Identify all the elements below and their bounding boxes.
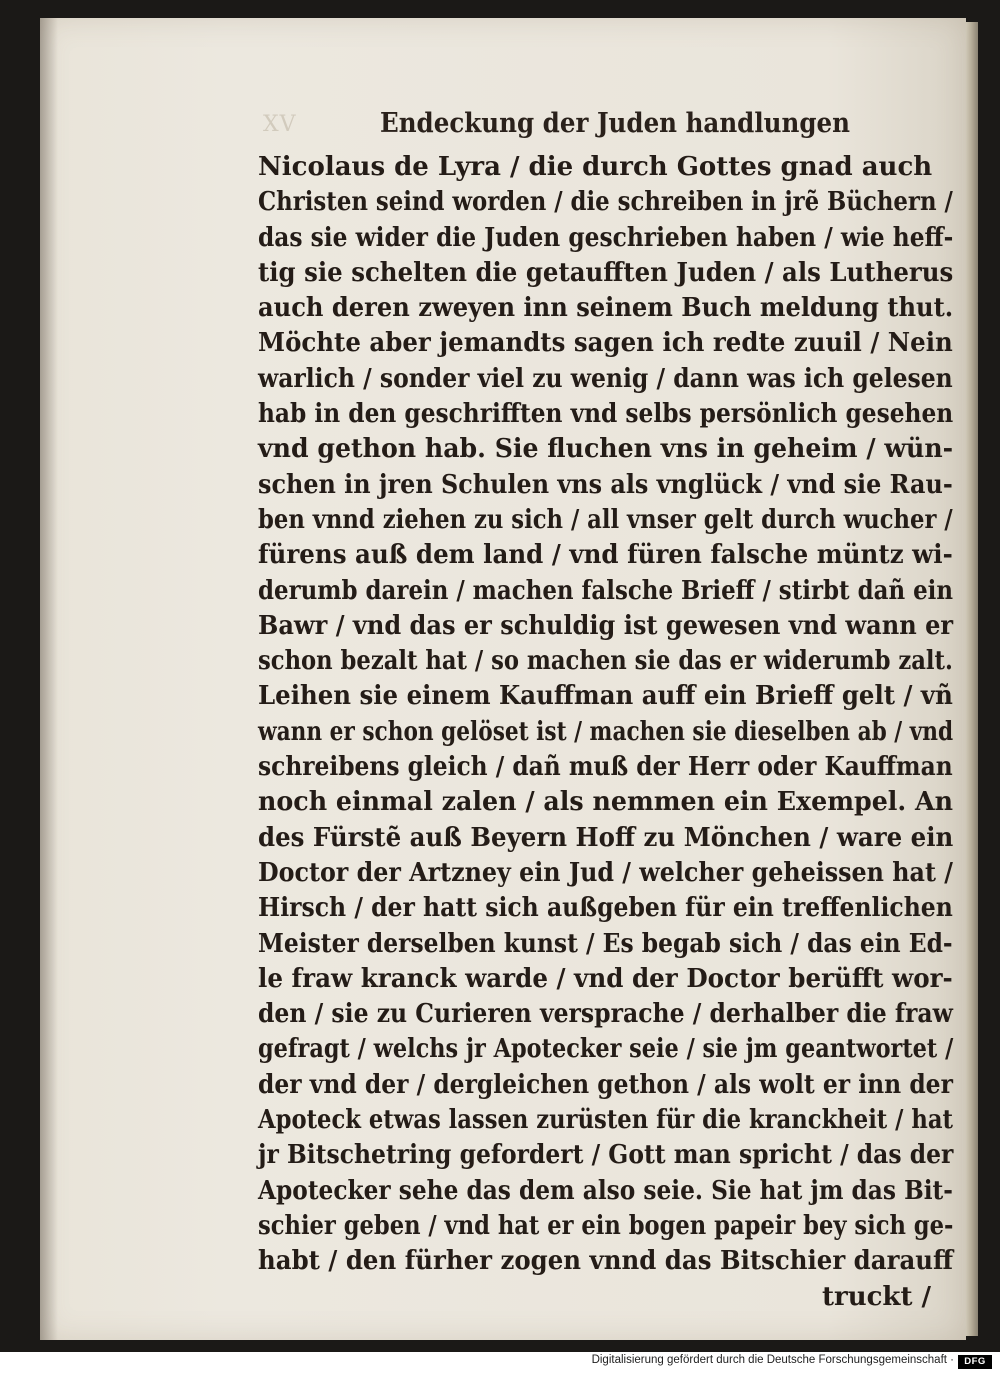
- footer-bar: [0, 1352, 1000, 1373]
- text-line: tig sie schelten die getaufften Juden / als Lutherus: [258, 257, 954, 288]
- text-line: schon bezalt hat / so machen sie das er widerumb zalt.: [258, 646, 953, 677]
- text-line: Apoteck etwas lassen zurüsten für die kranckheit / hat: [258, 1105, 953, 1136]
- text-line: das sie wider die Juden geschrieben haben / wie heff-: [258, 222, 954, 253]
- text-line: fürens auß dem land / vnd füren falsche müntz wi-: [258, 540, 953, 571]
- text-line: schier geben / vnd hat er ein bogen papeir bey sich ge-: [258, 1210, 954, 1241]
- text-line: auch deren zweyen inn seinem Buch meldung thut.: [258, 293, 954, 324]
- text-line: Nicolaus de Lyra / die durch Gottes gnad auch: [258, 152, 933, 182]
- text-line: Doctor der Artzney ein Jud / welcher geheissen hat /: [258, 857, 953, 888]
- text-line: hab in den geschrifften vnd selbs persönlich gesehen: [258, 399, 954, 430]
- text-line: den / sie zu Curieren versprache / derhalber die fraw: [258, 999, 953, 1030]
- text-line: noch einmal zalen / als nemmen ein Exempel. An: [258, 787, 954, 818]
- text-line: jr Bitschetring gefordert / Gott man spricht / das der: [258, 1140, 954, 1171]
- dfg-logo: DFG: [958, 1355, 992, 1369]
- gutter-shadow: [40, 18, 58, 1340]
- text-line: der vnd der / dergleichen gethon / als wolt er inn der: [258, 1069, 953, 1100]
- text-line: Meister derselben kunst / Es begab sich / das ein Ed-: [258, 928, 953, 959]
- page-edge: [966, 22, 978, 1336]
- text-line: Hirsch / der hatt sich außgeben für ein treffenlichen: [258, 893, 953, 924]
- text-line: schen in jren Schulen vns als vnglück / vnd sie Rau-: [258, 469, 953, 500]
- text-line: habt / den fürher zogen vnnd das Bitschier darauff: [258, 1246, 954, 1277]
- folio-number: XV: [263, 112, 297, 137]
- text-line: ben vnnd ziehen zu sich / all vnser gelt durch wucher /: [258, 504, 953, 535]
- text-line: des Fürstẽ auß Beyern Hoff zu Mönchen / ware ein: [258, 822, 954, 853]
- text-line: wann er schon gelöset ist / machen sie dieselben ab / vnd: [258, 716, 954, 747]
- catchword: truckt /: [821, 1281, 931, 1312]
- text-line: schreibens gleich / dañ muß der Herr oder Kauffman: [258, 752, 953, 783]
- text-line: vnd gethon hab. Sie fluchen vns in geheim / wün-: [258, 434, 954, 465]
- text-line: Bawr / vnd das er schuldig ist gewesen vnd wann er: [258, 610, 954, 641]
- text-line: gefragt / welchs jr Apotecker seie / sie jm geantwortet /: [258, 1034, 954, 1065]
- text-line: Möchte aber jemandts sagen ich redte zuuil / Nein: [258, 328, 953, 359]
- text-line: Christen seind worden / die schreiben in jrẽ Büchern /: [258, 187, 953, 218]
- text-line: Apotecker sehe das dem also seie. Sie hat jm das Bit-: [258, 1175, 953, 1206]
- body-text: [258, 150, 953, 1315]
- text-line: le fraw kranck warde / vnd der Doctor berüfft wor-: [258, 963, 953, 994]
- funding-credit: Digitalisierung gefördert durch die Deutsche Forschungsgemeinschaft ·: [591, 1354, 954, 1366]
- text-line: derumb darein / machen falsche Brieff / stirbt dañ ein: [258, 575, 954, 606]
- text-line: Leihen sie einem Kauffman auff ein Brieff gelt / vñ: [258, 681, 953, 712]
- text-line: warlich / sonder viel zu wenig / dann was ich gelesen: [258, 363, 953, 394]
- running-head: Endeckung der Juden handlungen: [380, 108, 850, 139]
